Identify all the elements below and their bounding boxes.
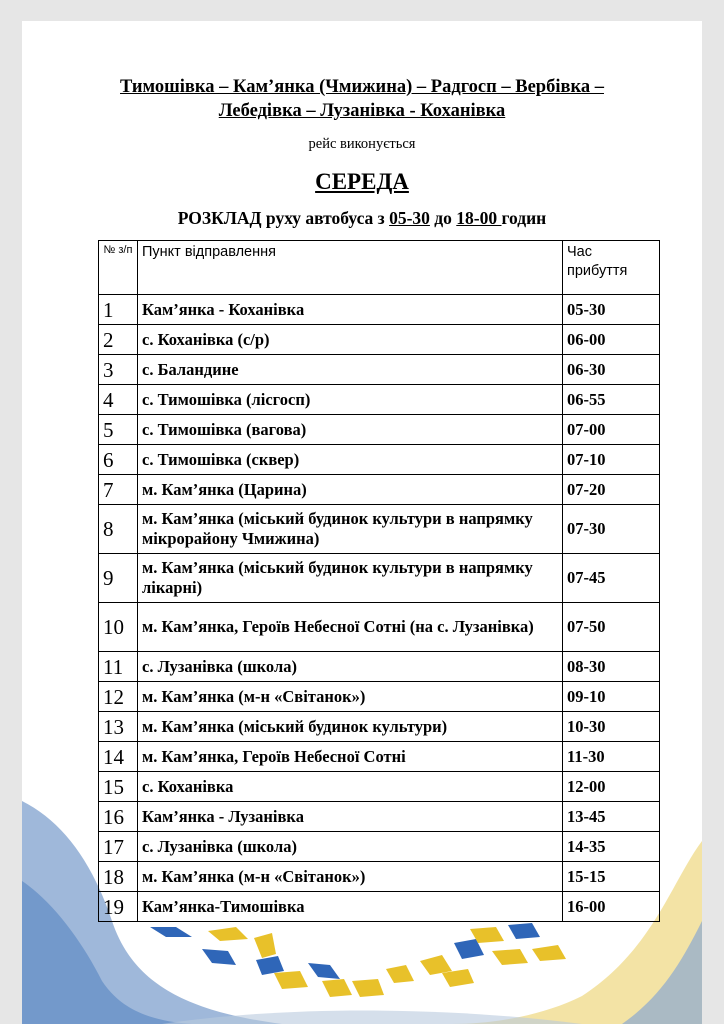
table-row xyxy=(99,295,660,325)
row-place: м. Кам’янка (міський будинок культури) xyxy=(138,712,563,742)
table-row xyxy=(99,862,660,892)
row-number: 9 xyxy=(99,554,138,603)
row-place: с. Лузанівка (школа) xyxy=(138,832,563,862)
row-place: м. Кам’янка, Героїв Небесної Сотні xyxy=(138,742,563,772)
caption-to-time: 18-00 xyxy=(456,208,502,228)
row-place: с. Тимошівка (сквер) xyxy=(138,445,563,475)
schedule-body xyxy=(99,295,660,922)
row-number: 7 xyxy=(99,475,138,505)
row-time: 13-45 xyxy=(563,802,660,832)
table-row xyxy=(99,652,660,682)
row-place: с. Тимошівка (лісгосп) xyxy=(138,385,563,415)
row-time: 07-00 xyxy=(563,415,660,445)
table-row xyxy=(99,712,660,742)
header-departure-point: Пункт відправлення xyxy=(138,241,563,295)
table-row xyxy=(99,505,660,554)
table-row xyxy=(99,554,660,603)
table-row xyxy=(99,802,660,832)
day-title: СЕРЕДА xyxy=(315,169,409,194)
row-number: 13 xyxy=(99,712,138,742)
row-time: 06-30 xyxy=(563,355,660,385)
row-place: с. Лузанівка (школа) xyxy=(138,652,563,682)
row-number: 12 xyxy=(99,682,138,712)
route-title-line-2: Лебедівка – Лузанівка - Коханівка xyxy=(218,101,506,121)
row-time: 16-00 xyxy=(563,892,660,922)
header-number: № з/п xyxy=(99,241,138,295)
row-place: Кам’янка - Коханівка xyxy=(138,295,563,325)
row-place: с. Баландине xyxy=(138,355,563,385)
header-arrival-time: Час прибуття xyxy=(563,241,660,295)
schedule-table xyxy=(98,240,660,922)
caption-from-time: 05-30 xyxy=(389,208,430,228)
table-row xyxy=(99,603,660,652)
table-row xyxy=(99,892,660,922)
row-time: 07-45 xyxy=(563,554,660,603)
table-row xyxy=(99,325,660,355)
row-time: 11-30 xyxy=(563,742,660,772)
row-number: 6 xyxy=(99,445,138,475)
document-page xyxy=(22,21,702,1024)
row-number: 5 xyxy=(99,415,138,445)
row-place: м. Кам’янка (міський будинок культури в напрямку мікрорайону Чмижина) xyxy=(138,505,563,554)
table-row xyxy=(99,772,660,802)
table-row xyxy=(99,832,660,862)
row-time: 08-30 xyxy=(563,652,660,682)
row-place: м. Кам’янка (міський будинок культури в напрямку лікарні) xyxy=(138,554,563,603)
row-time: 10-30 xyxy=(563,712,660,742)
row-number: 3 xyxy=(99,355,138,385)
row-time: 07-50 xyxy=(563,603,660,652)
row-place: м. Кам’янка (Царина) xyxy=(138,475,563,505)
row-time: 05-30 xyxy=(563,295,660,325)
row-time: 07-30 xyxy=(563,505,660,554)
caption-suffix: годин xyxy=(501,208,547,228)
row-time: 09-10 xyxy=(563,682,660,712)
row-number: 1 xyxy=(99,295,138,325)
row-time: 14-35 xyxy=(563,832,660,862)
row-number: 14 xyxy=(99,742,138,772)
row-place: м. Кам’янка (м-н «Світанок») xyxy=(138,862,563,892)
row-number: 17 xyxy=(99,832,138,862)
schedule-caption xyxy=(22,208,702,229)
row-time: 15-15 xyxy=(563,862,660,892)
row-time: 06-00 xyxy=(563,325,660,355)
row-number: 4 xyxy=(99,385,138,415)
row-number: 8 xyxy=(99,505,138,554)
table-row xyxy=(99,445,660,475)
table-row xyxy=(99,742,660,772)
table-header-row xyxy=(99,241,660,295)
caption-prefix: РОЗКЛАД руху автобуса з xyxy=(177,208,390,228)
route-title-line-1: Тимошівка – Кам’янка (Чмижина) – Радгосп – Вербівка – xyxy=(120,77,604,97)
row-place: с. Коханівка xyxy=(138,772,563,802)
table-row xyxy=(99,385,660,415)
document-content xyxy=(22,21,702,1024)
row-time: 07-20 xyxy=(563,475,660,505)
row-place: м. Кам’янка (м-н «Світанок») xyxy=(138,682,563,712)
row-number: 15 xyxy=(99,772,138,802)
row-number: 16 xyxy=(99,802,138,832)
caption-middle: до xyxy=(429,208,457,228)
row-number: 18 xyxy=(99,862,138,892)
row-time: 06-55 xyxy=(563,385,660,415)
row-time: 12-00 xyxy=(563,772,660,802)
table-row xyxy=(99,415,660,445)
row-place: Кам’янка-Тимошівка xyxy=(138,892,563,922)
row-number: 19 xyxy=(99,892,138,922)
row-place: с. Тимошівка (вагова) xyxy=(138,415,563,445)
row-place: м. Кам’янка, Героїв Небесної Сотні (на с. Лузанівка) xyxy=(138,603,563,652)
row-number: 10 xyxy=(99,603,138,652)
table-row xyxy=(99,475,660,505)
table-row xyxy=(99,682,660,712)
table-row xyxy=(99,355,660,385)
row-number: 11 xyxy=(99,652,138,682)
row-place: с. Коханівка (с/р) xyxy=(138,325,563,355)
row-time: 07-10 xyxy=(563,445,660,475)
row-number: 2 xyxy=(99,325,138,355)
runs-note: рейс виконується xyxy=(308,136,416,152)
row-place: Кам’янка - Лузанівка xyxy=(138,802,563,832)
